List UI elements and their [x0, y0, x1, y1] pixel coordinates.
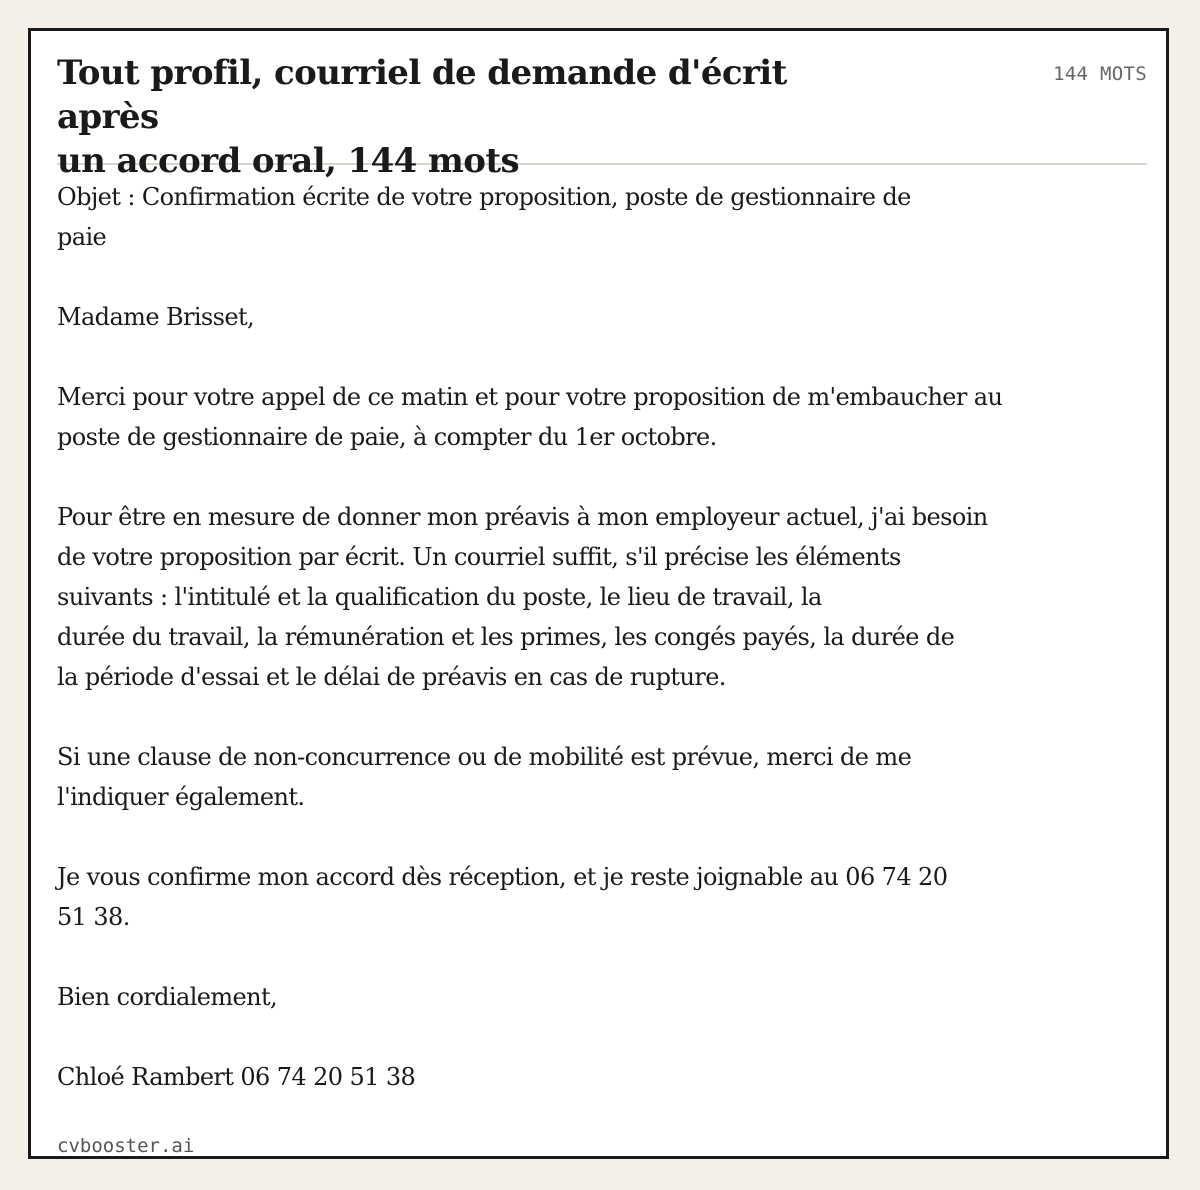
signature: Chloé Rambert 06 74 20 51 38	[57, 1063, 416, 1091]
closing: Bien cordialement,	[57, 983, 278, 1011]
word-count-badge: 144 MOTS	[1053, 63, 1147, 85]
salutation: Madame Brisset,	[57, 303, 255, 331]
footer-brand: cvbooster.ai	[57, 1135, 195, 1157]
body-paragraph: Pour être en mesure de donner mon préavis à mon employeur actuel, j'ai besoin de votre proposition par écrit. Un courriel suffit, s'il précise les éléments suivants : l'intitulé et la qualification du poste, le lieu de travail, la durée du travail, la rémunération et les primes, les congés payés, la durée de la période d'essai et le délai de préavis en cas de rupture.	[57, 503, 988, 691]
body-paragraph: Merci pour votre appel de ce matin et pour votre proposition de m'embaucher au poste de gestionnaire de paie, à compter du 1er octobre.	[57, 383, 1003, 451]
letter-body	[57, 177, 1057, 1097]
body-paragraph: Si une clause de non-concurrence ou de mobilité est prévue, merci de me l'indiquer également.	[57, 743, 912, 811]
body-paragraph: Je vous confirme mon accord dès réception, et je reste joignable au 06 74 20 51 38.	[57, 863, 948, 931]
letter-card	[28, 28, 1169, 1159]
subject-line: Objet : Confirmation écrite de votre proposition, poste de gestionnaire de paie	[57, 183, 911, 251]
page-title: Tout profil, courriel de demande d'écrit après un accord oral, 144 mots	[57, 53, 787, 181]
card-header	[57, 51, 1147, 181]
